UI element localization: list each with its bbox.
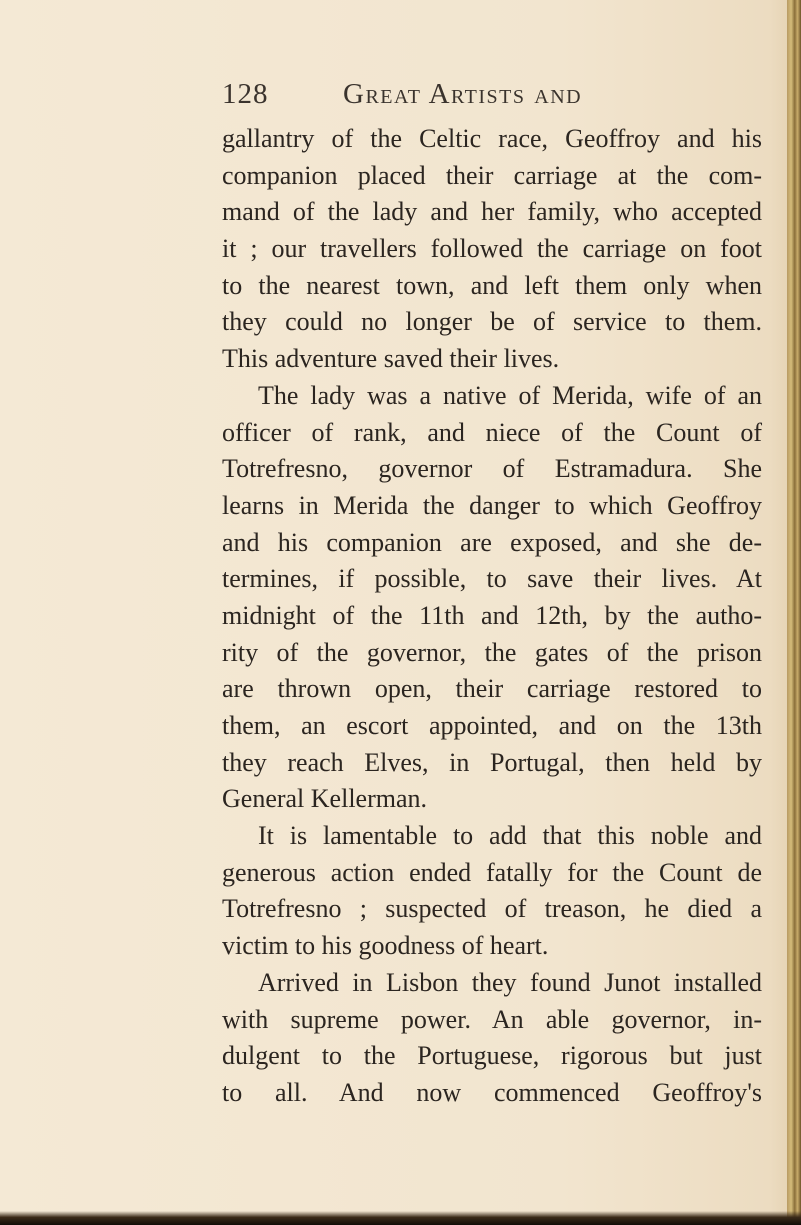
- book-binding-edge: [787, 0, 801, 1225]
- text-line: are thrown open, their carriage restored to: [222, 674, 762, 704]
- text-line: This adventure saved their lives.: [222, 344, 560, 374]
- page-number: 128: [222, 78, 269, 110]
- body-text: [222, 121, 762, 1112]
- page-bottom-shadow: [0, 1211, 801, 1225]
- text-line: they reach Elves, in Portugal, then held by: [222, 747, 762, 777]
- text-line: gallantry of the Celtic race, Geoffroy and his: [222, 124, 762, 153]
- text-line: Totrefresno ; suspected of treason, he died a: [222, 894, 762, 924]
- text-line: The lady was a native of Merida, wife of an: [258, 380, 762, 410]
- running-title: Great Artists and: [343, 78, 583, 110]
- text-line: dulgent to the Portuguese, rigorous but just: [222, 1041, 762, 1071]
- text-line: It is lamentable to add that this noble and: [258, 821, 762, 851]
- text-line: them, an escort appointed, and on the 13th: [222, 711, 762, 740]
- text-line: Totrefresno, governor of Estramadura. She: [222, 454, 762, 484]
- text-line: midnight of the 11th and 12th, by the autho-: [222, 600, 762, 630]
- text-line: rity of the governor, the gates of the prison: [222, 637, 762, 667]
- text-line: it ; our travellers followed the carriage on foot: [222, 234, 762, 264]
- text-line: learns in Merida the danger to which Geoffroy: [222, 490, 762, 520]
- text-line: companion placed their carriage at the com-: [222, 160, 762, 190]
- text-line: termines, if possible, to save their lives. At: [222, 564, 762, 594]
- text-line: they could no longer be of service to them.: [222, 307, 762, 337]
- text-line: officer of rank, and niece of the Count of: [222, 417, 762, 447]
- text-line: General Kellerman.: [222, 784, 428, 814]
- text-line: and his companion are exposed, and she de-: [222, 527, 762, 557]
- text-line: generous action ended fatally for the Count de: [222, 857, 762, 887]
- text-line: with supreme power. An able governor, in-: [222, 1004, 762, 1034]
- text-line: victim to his goodness of heart.: [222, 931, 549, 961]
- running-head: [222, 78, 742, 118]
- text-line: Arrived in Lisbon they found Junot installed: [258, 967, 762, 997]
- text-line: mand of the lady and her family, who accepted: [222, 197, 762, 227]
- text-line: to the nearest town, and left them only when: [222, 270, 762, 300]
- text-line: to all. And now commenced Geoffroy's: [222, 1077, 762, 1107]
